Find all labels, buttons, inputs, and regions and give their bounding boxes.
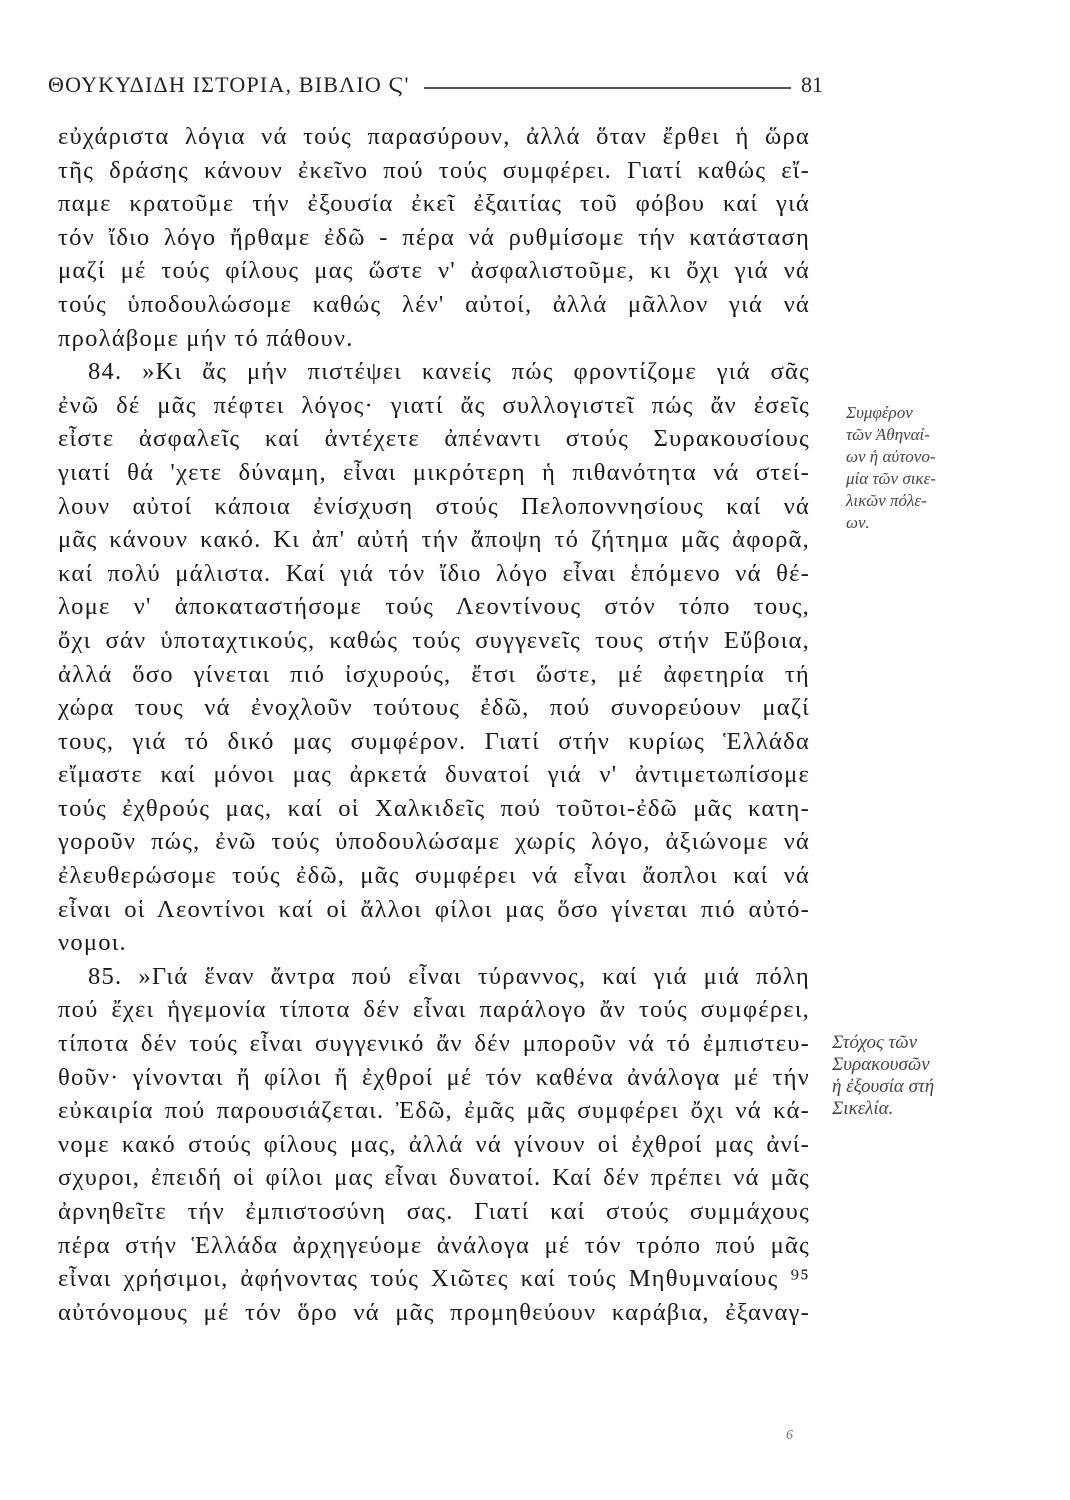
text-line: λουν αὐτοί κάποια ἐνίσχυση στούς Πελοποννησίους καί νά xyxy=(58,492,810,520)
text-line: εἶναι οἱ Λεοντίνοι καί οἱ ἄλλοι φίλοι μας ὅσο γίνεται πιό αὐτό- xyxy=(58,895,810,923)
text-line: νομοι. xyxy=(58,929,127,957)
text-line: πού ἔχει ἡγεμονία τίποτα δέν εἶναι παράλογο ἄν τούς συμφέρει, xyxy=(58,996,810,1024)
margin-note-line: ἡ ἐξουσία στή xyxy=(832,1076,935,1097)
text-line: θοῦν· γίνονται ἤ φίλοι ἤ ἐχθροί μέ τόν καθένα ἀνάλογα μέ τήν xyxy=(58,1063,810,1091)
text-line: πέρα στήν Ἑλλάδα ἀρχηγεύομε ἀνάλογα μέ τόν τρόπο πού μᾶς xyxy=(58,1231,810,1259)
text-line: μαζί μέ τούς φίλους μας ὥστε ν' ἀσφαλιστοῦμε, κι ὄχι γιά νά xyxy=(58,257,810,285)
text-line: προλάβομε μήν τό πάθουν. xyxy=(58,324,354,352)
text-line: ὄχι σάν ὑποταχτικούς, καθώς τούς συγγενεῖς τους στήν Εὔβοια, xyxy=(58,626,810,654)
text-line: εἶναι χρήσιμοι, ἀφήνοντας τούς Χιῶτες καί τούς Μηθυμναίους ⁹⁵ xyxy=(58,1265,810,1293)
text-line: γιατί θά 'χετε δύναμη, εἶναι μικρότερη ἡ πιθανότητα νά στεί- xyxy=(58,458,810,486)
text-line: τῆς δράσης κάνουν ἐκεῖνο πού τούς συμφέρει. Γιατί καθώς εἴ- xyxy=(58,156,810,184)
margin-note-line: Σικελία. xyxy=(832,1098,894,1119)
text-line: εὐκαιρία πού παρουσιάζεται. Ἐδῶ, ἐμᾶς μᾶς συμφέρει ὄχι νά κά- xyxy=(58,1097,810,1125)
text-line: τίποτα δέν τούς εἶναι συγγενικό ἄν δέν μποροῦν νά τό ἐμπιστευ- xyxy=(58,1030,810,1058)
margin-note-line: Συμφέρον xyxy=(846,403,913,422)
text-line: παμε κρατοῦμε τήν ἐξουσία ἐκεῖ ἐξαιτίας τοῦ φόβου καί γιά xyxy=(58,190,810,218)
margin-note-84 xyxy=(846,402,996,534)
text-line: μᾶς κάνουν κακό. Κι ἀπ' αὐτή τήν ἄποψη τό ζήτημα μᾶς ἀφορᾶ, xyxy=(58,526,810,554)
text-line: εἴμαστε καί μόνοι μας ἀρκετά δυνατοί γιά ν' ἀντιμετωπίσομε xyxy=(58,761,810,789)
main-text xyxy=(58,120,810,1329)
text-line: εἶστε ἀσφαλεῖς καί ἀντέχετε ἀπέναντι στούς Συρακουσίους xyxy=(58,425,810,453)
text-line: τους, γιά τό δικό μας συμφέρον. Γιατί στήν κυρίως Ἑλλάδα xyxy=(58,727,810,755)
text-line: λομε ν' ἀποκαταστήσομε τούς Λεοντίνους στόν τόπο τους, xyxy=(58,593,810,621)
text-line: τόν ἴδιο λόγο ἤρθαμε ἐδῶ - πέρα νά ρυθμίσομε τήν κατάσταση xyxy=(58,223,810,251)
text-line: νομε κακό στούς φίλους μας, ἀλλά νά γίνουν οἱ ἐχθροί μας ἀνί- xyxy=(58,1130,810,1158)
text-line: αὐτόνομους μέ τόν ὅρο νά μᾶς προμηθεύουν καράβια, ἐξαναγ- xyxy=(58,1298,810,1326)
text-line: ἐλευθερώσομε τούς ἐδῶ, μᾶς συμφέρει νά εἶναι ἄοπλοι καί νά xyxy=(58,862,810,890)
paragraph-85-start: 85. »Γιά ἕναν ἄντρα πού εἶναι τύραννος, καί γιά μιά πόλη xyxy=(88,962,810,990)
text-line: σχυροι, ἐπειδή οἱ φίλοι μας εἶναι δυνατοί. Καί δέν πρέπει νά μᾶς xyxy=(58,1164,810,1192)
margin-note-line: Στόχος τῶν xyxy=(832,1032,918,1053)
text-line: εὐχάριστα λόγια νά τούς παρασύρουν, ἀλλά ὅταν ἔρθει ἡ ὥρα xyxy=(58,123,810,150)
page-number: 81 xyxy=(801,72,823,97)
margin-note-85 xyxy=(832,1032,1002,1120)
paragraph-84-start: 84. »Κι ἄς μήν πιστέψει κανείς πώς φροντίζομε γιά σᾶς xyxy=(88,358,810,386)
text-line: καί πολύ μάλιστα. Καί γιά τόν ἴδιο λόγο εἶναι ἑπόμενο νά θέ- xyxy=(58,559,810,587)
text-line: ἀλλά ὅσο γίνεται πιό ἰσχυρούς, ἔτσι ὥστε, μέ ἀφετηρία τή xyxy=(58,660,810,688)
text-line: τούς ἐχθρούς μας, καί οἱ Χαλκιδεῖς πού τοῦτοι-ἐδῶ μᾶς κατη- xyxy=(58,794,810,822)
running-title: ΘΟΥΚΥΔΙΔΗ ΙΣΤΟΡΙΑ, ΒΙΒΛΙΟ Ϛ' xyxy=(48,72,410,97)
text-line: χώρα τους νά ἐνοχλοῦν τούτους ἐδῶ, πού συνορεύουν μαζί xyxy=(58,694,810,722)
margin-note-line: λικῶν πόλε- xyxy=(846,491,927,510)
margin-note-line: ων ἡ αὐτονο- xyxy=(846,447,936,466)
text-line: ἐνῶ δέ μᾶς πέφτει λόγος· γιατί ἄς συλλογιστεῖ πώς ἄν ἐσεῖς xyxy=(58,391,810,419)
margin-note-line: τῶν Ἀθηναί- xyxy=(846,425,930,444)
header-rule xyxy=(424,87,791,89)
text-line: γοροῦν πώς, ἐνῶ τούς ὑποδουλώσαμε χωρίς λόγο, ἀξιώνομε νά xyxy=(58,828,810,856)
margin-note-line: μία τῶν σικε- xyxy=(846,469,936,488)
margin-note-line: ων. xyxy=(846,513,870,532)
text-line: τούς ὑποδουλώσομε καθώς λέν' αὐτοί, ἀλλά μᾶλλον γιά νά xyxy=(58,290,810,318)
signature-mark: 6 xyxy=(786,1428,793,1443)
text-line: ἀρνηθεῖτε τήν ἐμπιστοσύνη σας. Γιατί καί στούς συμμάχους xyxy=(58,1198,810,1225)
margin-note-line: Συρακουσῶν xyxy=(832,1054,930,1075)
running-header xyxy=(48,70,823,100)
